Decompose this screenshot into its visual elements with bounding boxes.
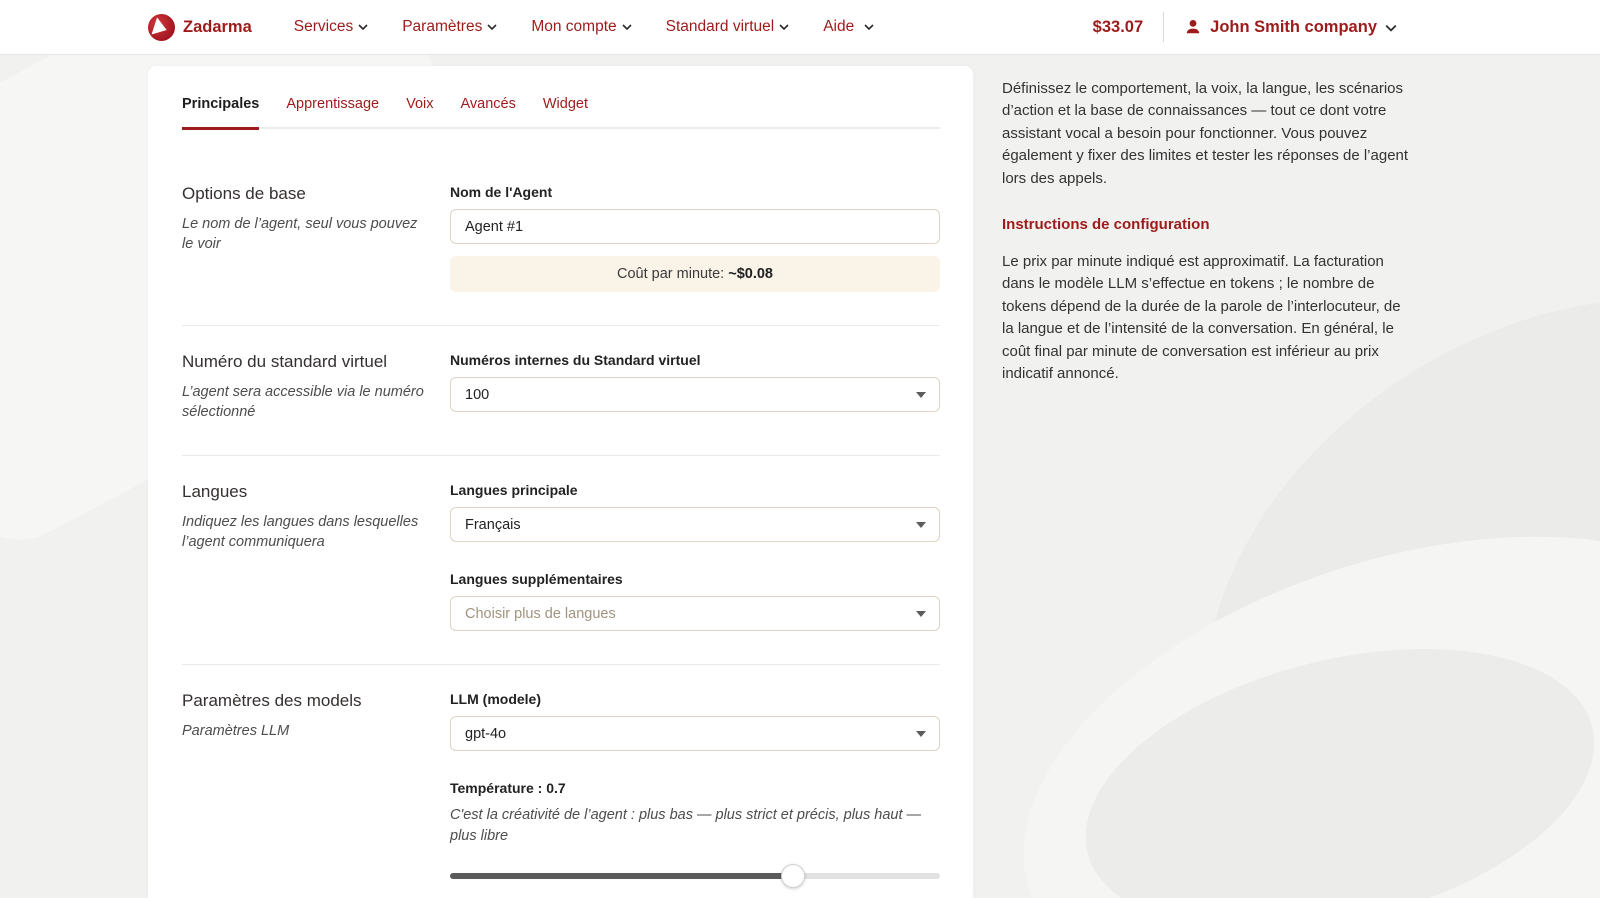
- section-numero-standard: [182, 325, 940, 455]
- agent-name-field: [450, 209, 940, 244]
- section-description: Le nom de l’agent, seul vous pouvez le voir: [182, 216, 418, 252]
- nav-item-standard-virtuel[interactable]: Standard virtuel: [666, 18, 790, 36]
- select-caret-icon: [916, 392, 926, 398]
- chevron-down-icon: [779, 22, 789, 32]
- temperature-label: Température : 0.7: [450, 780, 566, 796]
- tab-avances[interactable]: Avancés: [460, 96, 516, 112]
- tab-principales[interactable]: Principales: [182, 96, 259, 127]
- tab-voix[interactable]: Voix: [406, 96, 434, 112]
- extra-languages-select[interactable]: Choisir plus de langues: [450, 596, 940, 631]
- temperature-slider-thumb[interactable]: [781, 864, 805, 888]
- sidebar-intro-text: Définissez le comportement, la voix, la langue, les scénarios d’action et la base de connaissances — tout ce dont votre assistant vocal a besoin pour fonctionner. Vous pouvez également y fixer des limites et tester les réponses de l’agent lors des appels.: [1002, 80, 1409, 187]
- settings-tabs: [182, 96, 940, 129]
- chevron-down-icon: [487, 22, 497, 32]
- select-caret-icon: [916, 611, 926, 617]
- sidebar-pricing-note: Le prix par minute indiqué est approximatif. La facturation dans le modèle LLM s’effectue en tokens ; le nombre de tokens dépend de la durée de la parole de l’interlocuteur, de la langue et de l’intensité de la conversation. En général, le coût final par minute de conversation est inférieur au prix indicatif annoncé.: [1002, 253, 1401, 383]
- llm-model-select[interactable]: gpt-4o: [450, 716, 940, 751]
- section-options-de-base: [182, 129, 940, 325]
- header-right: [1093, 12, 1395, 42]
- account-menu[interactable]: [1184, 18, 1395, 37]
- header-divider: [1163, 12, 1164, 42]
- account-balance[interactable]: $33.07: [1092, 17, 1144, 36]
- select-caret-icon: [916, 522, 926, 528]
- chevron-down-icon: [864, 22, 874, 32]
- temperature-slider[interactable]: [450, 864, 940, 888]
- temperature-slider-fill: [450, 873, 793, 879]
- brand-name: Zadarma: [183, 17, 252, 36]
- internal-number-select[interactable]: 100: [450, 377, 940, 412]
- tab-widget[interactable]: Widget: [542, 96, 588, 112]
- top-navbar: [0, 0, 1600, 55]
- chevron-down-icon: [622, 22, 632, 32]
- nav-item-mon-compte[interactable]: Mon compte: [531, 18, 631, 36]
- agent-name-label: Nom de l'Agent: [450, 184, 553, 200]
- section-title: Options de base: [182, 184, 306, 203]
- section-description: Paramètres LLM: [182, 723, 290, 739]
- chevron-down-icon: [1385, 22, 1395, 32]
- tab-apprentissage[interactable]: Apprentissage: [286, 96, 380, 112]
- primary-language-select[interactable]: Français: [450, 507, 940, 542]
- primary-language-label: Langues principale: [450, 482, 578, 498]
- cost-value: ~$0.08: [728, 266, 773, 282]
- chevron-down-icon: [358, 22, 368, 32]
- cost-per-minute-box: [450, 256, 940, 292]
- user-icon: [1184, 18, 1202, 36]
- temperature-description: C'est la créativité de l’agent : plus bas — plus strict et précis, plus haut — plus libre: [450, 807, 922, 844]
- nav-item-services[interactable]: Services: [294, 18, 368, 36]
- agent-settings-panel: [148, 66, 973, 898]
- llm-model-label: LLM (modele): [450, 691, 541, 707]
- nav-item-aide[interactable]: Aide: [823, 18, 874, 36]
- zadarma-logo-icon: [148, 14, 175, 41]
- section-description: L’agent sera accessible via le numéro sélectionné: [182, 384, 424, 420]
- section-parametres-models: [182, 664, 940, 898]
- select-caret-icon: [916, 731, 926, 737]
- main-nav: [294, 18, 874, 36]
- configuration-instructions-link[interactable]: Instructions de configuration: [1002, 216, 1210, 234]
- nav-item-parametres[interactable]: Paramètres: [402, 18, 497, 36]
- help-sidebar: [1002, 78, 1412, 385]
- extra-languages-label: Langues supplémentaires: [450, 571, 623, 587]
- internal-numbers-label: Numéros internes du Standard virtuel: [450, 352, 701, 368]
- cost-label: Coût par minute:: [617, 266, 725, 282]
- section-description: Indiquez les langues dans lesquelles l’agent communiquera: [182, 514, 419, 550]
- section-langues: [182, 455, 940, 664]
- section-title: Numéro du standard virtuel: [182, 352, 388, 371]
- section-title: Langues: [182, 482, 248, 501]
- section-title: Paramètres des models: [182, 691, 362, 710]
- account-name: John Smith company: [1210, 17, 1377, 36]
- zadarma-logo[interactable]: [148, 14, 252, 41]
- agent-name-input[interactable]: [465, 219, 925, 235]
